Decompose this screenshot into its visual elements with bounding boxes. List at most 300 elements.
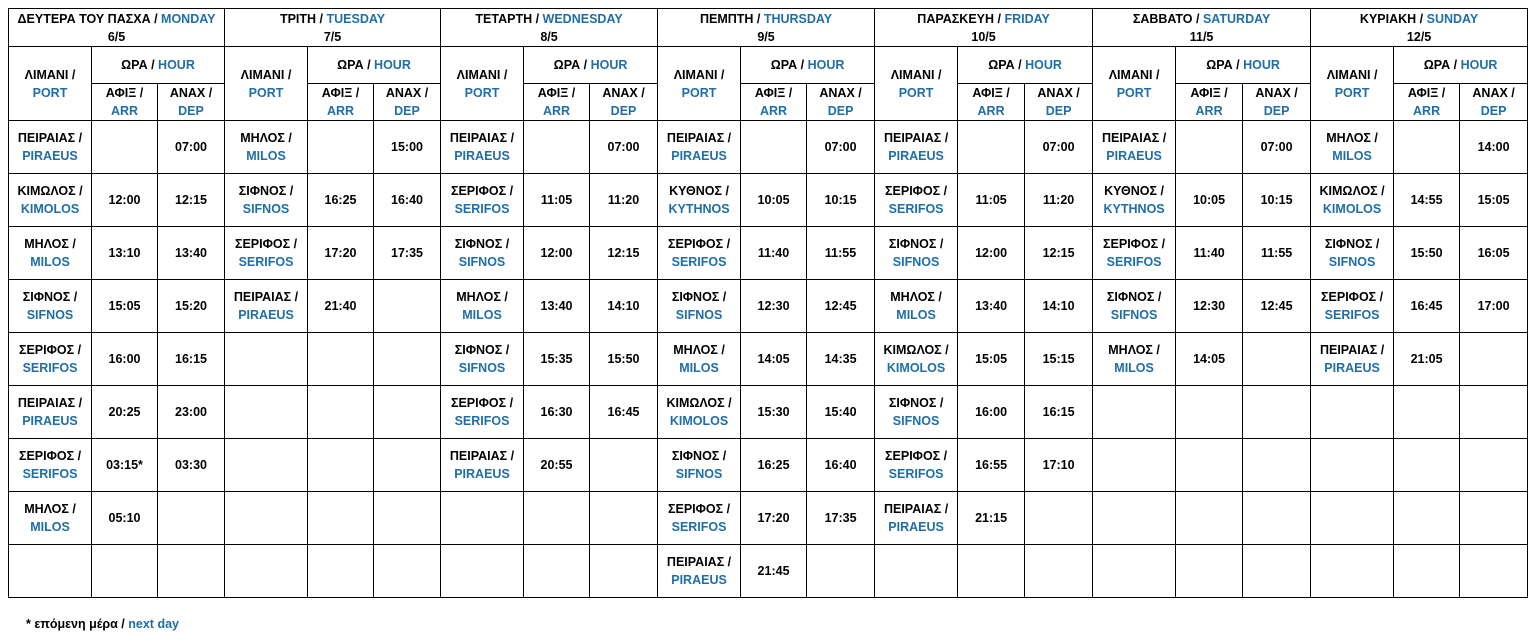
departure-cell xyxy=(1460,227,1528,280)
port-cell xyxy=(441,545,524,598)
departure-cell xyxy=(374,121,441,174)
departure-cell xyxy=(1025,545,1093,598)
departure-cell xyxy=(1243,545,1311,598)
port-name-greek: ΣΙΦΝΟΣ xyxy=(238,184,287,198)
departure-cell xyxy=(807,545,875,598)
arr-header-english: ARR xyxy=(542,104,571,118)
departure-time: 12:15 xyxy=(175,193,207,207)
port-name-english: SIFNOS xyxy=(675,467,723,481)
departure-time: 11:20 xyxy=(1042,193,1075,207)
port-name-greek: ΠΕΙΡΑΙΑΣ xyxy=(666,131,725,145)
arrival-cell xyxy=(524,174,590,227)
port-name-greek: ΣΕΡΙΦΟΣ xyxy=(1103,237,1159,251)
departure-time: 11:55 xyxy=(1260,246,1293,260)
port-name-english: MILOS xyxy=(1332,149,1372,163)
arrival-cell xyxy=(1394,280,1460,333)
table-row xyxy=(9,227,1528,280)
departure-cell xyxy=(158,492,225,545)
hour-header-english: HOUR xyxy=(374,58,411,72)
port-cell xyxy=(1311,386,1394,439)
day-header xyxy=(225,9,441,47)
departure-cell xyxy=(374,280,441,333)
arrival-cell xyxy=(92,545,158,598)
departure-cell xyxy=(807,439,875,492)
arr-header-english: ARR xyxy=(110,104,139,118)
day-name: ΔΕΥΤΕΡΑ ΤΟΥ ΠΑΣΧΑ / MONDAY xyxy=(17,11,216,26)
port-name-english: MILOS xyxy=(246,149,286,163)
port-cell: ΣΙΦΝΟΣ / SIFNOS xyxy=(9,280,92,333)
arrival-time: 21:40 xyxy=(324,299,357,313)
port-cell: ΜΗΛΟΣ / MILOS xyxy=(441,280,524,333)
hour-header-english: HOUR xyxy=(1460,58,1498,72)
dep-header-english: DEP xyxy=(1263,104,1290,118)
port-cell xyxy=(1093,492,1176,545)
port-name-english: KIMOLOS xyxy=(20,202,80,216)
port-name-english: PIRAEUS xyxy=(1324,361,1380,375)
arrival-time: 03:15* xyxy=(106,458,143,472)
arrival-cell xyxy=(308,121,374,174)
departure-cell xyxy=(374,227,441,280)
arrival-cell xyxy=(1394,545,1460,598)
arr-header xyxy=(524,84,590,121)
departure-time: 16:45 xyxy=(607,405,640,419)
port-name-english: SIFNOS xyxy=(675,308,723,322)
port-header-greek: ΛΙΜΑΝΙ / xyxy=(240,67,292,82)
port-name-english: SIFNOS xyxy=(892,255,940,269)
arrival-time: 11:05 xyxy=(540,193,573,207)
port-cell: ΣΕΡΙΦΟΣ / SERIFOS xyxy=(225,227,308,280)
port-name-greek: ΣΕΡΙΦΟΣ xyxy=(234,237,291,251)
dep-header-greek: ΑΝΑΧ / xyxy=(1037,86,1080,100)
departure-time: 03:30 xyxy=(175,458,207,472)
day-header-row xyxy=(9,9,1528,47)
departure-cell xyxy=(1025,280,1093,333)
arrival-time: 21:45 xyxy=(757,564,790,578)
departure-time: 13:40 xyxy=(175,246,207,260)
departure-cell xyxy=(1460,280,1528,333)
arrival-cell xyxy=(958,227,1025,280)
hour-header-greek: ΩΡΑ / xyxy=(988,58,1022,72)
dep-header xyxy=(158,84,225,121)
port-cell: ΣΕΡΙΦΟΣ / SERIFOS xyxy=(875,439,958,492)
departure-cell xyxy=(158,333,225,386)
departure-cell xyxy=(1025,386,1093,439)
port-cell xyxy=(225,386,308,439)
arrival-cell xyxy=(741,121,807,174)
port-cell: ΠΕΙΡΑΙΑΣ / PIRAEUS xyxy=(225,280,308,333)
dep-header-english: DEP xyxy=(1480,104,1507,118)
arrival-time: 13:40 xyxy=(540,299,573,313)
port-cell: ΣΕΡΙΦΟΣ / SERIFOS xyxy=(441,174,524,227)
hour-header-greek: ΩΡΑ / xyxy=(770,58,805,72)
departure-cell xyxy=(807,227,875,280)
day-name: ΤΡΙΤΗ / TUESDAY xyxy=(279,11,386,26)
arrival-time: 15:30 xyxy=(757,405,790,419)
departure-time: 07:00 xyxy=(175,140,207,154)
port-header-greek: ΛΙΜΑΝΙ / xyxy=(1108,67,1160,82)
arr-header-greek: ΑΦΙΞ / xyxy=(754,86,793,100)
day-name: ΤΕΤΑΡΤΗ / WEDNESDAY xyxy=(475,11,623,26)
footnote-english: next day xyxy=(128,617,179,631)
arrival-cell xyxy=(1176,174,1243,227)
port-header xyxy=(441,47,524,121)
hour-header-greek: ΩΡΑ / xyxy=(1206,58,1240,72)
departure-cell xyxy=(158,439,225,492)
arrival-cell xyxy=(1394,386,1460,439)
port-cell: ΜΗΛΟΣ / MILOS xyxy=(225,121,308,174)
arrival-cell xyxy=(1176,545,1243,598)
day-name-greek: ΠΕΜΠΤΗ xyxy=(699,11,754,26)
port-name-english: SIFNOS xyxy=(1110,308,1158,322)
arrival-time: 21:15 xyxy=(975,511,1008,525)
port-cell xyxy=(875,545,958,598)
hour-header-english: HOUR xyxy=(1025,58,1062,72)
port-name-greek: ΣΙΦΝΟΣ xyxy=(888,396,937,410)
hour-header-english: HOUR xyxy=(807,58,845,72)
port-name-english: SIFNOS xyxy=(458,361,506,375)
dep-header xyxy=(1243,84,1311,121)
arrival-cell xyxy=(741,227,807,280)
port-name-greek: ΣΕΡΙΦΟΣ xyxy=(18,449,75,463)
departure-time: 12:45 xyxy=(824,299,857,313)
arrival-time: 11:40 xyxy=(1193,246,1225,260)
port-name-english: MILOS xyxy=(462,308,502,322)
arrival-cell xyxy=(308,492,374,545)
departure-time: 14:10 xyxy=(607,299,640,313)
arr-header-greek: ΑΦΙΞ / xyxy=(1190,86,1228,100)
arrival-cell xyxy=(92,174,158,227)
arrival-cell xyxy=(958,280,1025,333)
port-cell: ΣΙΦΝΟΣ / SIFNOS xyxy=(441,333,524,386)
port-name-greek: ΠΕΙΡΑΙΑΣ xyxy=(17,396,76,410)
dep-header xyxy=(1460,84,1528,121)
port-name-greek: ΣΕΡΙΦΟΣ xyxy=(18,343,75,357)
arrival-cell xyxy=(524,280,590,333)
departure-time: 07:00 xyxy=(824,140,857,154)
hour-header xyxy=(958,47,1093,84)
arrival-time: 12:30 xyxy=(757,299,790,313)
day-date: 11/5 xyxy=(1189,29,1214,44)
port-cell xyxy=(1311,545,1394,598)
departure-time: 11:20 xyxy=(607,193,640,207)
port-cell: ΣΕΡΙΦΟΣ / SERIFOS xyxy=(1311,280,1394,333)
arr-header-greek: ΑΦΙΞ / xyxy=(105,86,144,100)
arrival-cell xyxy=(741,174,807,227)
day-name-english: TUESDAY xyxy=(326,11,386,26)
port-cell: ΚΙΜΩΛΟΣ / KIMOLOS xyxy=(9,174,92,227)
port-name-english: PIRAEUS xyxy=(22,149,78,163)
departure-cell xyxy=(807,386,875,439)
port-name-english: KIMOLOS xyxy=(1322,202,1382,216)
port-name-greek: ΣΙΦΝΟΣ xyxy=(671,290,720,304)
port-header-english: PORT xyxy=(464,85,500,100)
arrival-cell xyxy=(1176,121,1243,174)
arr-header-english: ARR xyxy=(1195,104,1223,118)
port-cell: ΜΗΛΟΣ / MILOS xyxy=(1093,333,1176,386)
port-name-greek: ΠΕΙΡΑΙΑΣ xyxy=(233,290,292,304)
departure-cell xyxy=(590,280,658,333)
arr-header xyxy=(1394,84,1460,121)
arrival-cell xyxy=(308,227,374,280)
departure-cell xyxy=(1460,174,1528,227)
arrival-cell xyxy=(92,386,158,439)
arr-header xyxy=(741,84,807,121)
port-name-english: SERIFOS xyxy=(238,255,294,269)
departure-cell xyxy=(1025,439,1093,492)
port-name-english: SIFNOS xyxy=(26,308,74,322)
port-name-greek: ΜΗΛΟΣ xyxy=(456,290,501,304)
arrival-cell xyxy=(1176,439,1243,492)
arrival-cell xyxy=(958,492,1025,545)
arrival-time: 20:25 xyxy=(108,405,141,419)
departure-time: 15:40 xyxy=(824,405,857,419)
arrival-time: 16:45 xyxy=(1410,299,1443,313)
arrival-cell xyxy=(958,121,1025,174)
arrival-cell xyxy=(1394,333,1460,386)
arrival-cell xyxy=(524,492,590,545)
port-header xyxy=(1093,47,1176,121)
day-header xyxy=(1093,9,1311,47)
day-name-greek: ΔΕΥΤΕΡΑ ΤΟΥ ΠΑΣΧΑ xyxy=(17,11,151,26)
arrival-cell xyxy=(1394,227,1460,280)
arrival-cell xyxy=(741,280,807,333)
port-cell xyxy=(1093,545,1176,598)
dep-header-greek: ΑΝΑΧ / xyxy=(819,86,862,100)
port-cell: ΣΕΡΙΦΟΣ / SERIFOS xyxy=(658,492,741,545)
departure-cell xyxy=(807,333,875,386)
arrival-cell xyxy=(958,174,1025,227)
departure-cell xyxy=(158,280,225,333)
port-cell xyxy=(1093,439,1176,492)
port-cell xyxy=(9,545,92,598)
port-name-greek: ΣΕΡΙΦΟΣ xyxy=(668,502,724,516)
arr-header-greek: ΑΦΙΞ / xyxy=(972,86,1010,100)
departure-time: 14:00 xyxy=(1477,140,1510,154)
dep-header-greek: ΑΝΑΧ / xyxy=(602,86,645,100)
arrival-time: 13:10 xyxy=(108,246,141,260)
arrival-time: 16:25 xyxy=(757,458,790,472)
departure-cell xyxy=(374,386,441,439)
port-cell: ΜΗΛΟΣ / MILOS xyxy=(9,227,92,280)
port-cell: ΣΙΦΝΟΣ / SIFNOS xyxy=(225,174,308,227)
port-name-english: PIRAEUS xyxy=(1106,149,1162,163)
port-cell: ΠΕΙΡΑΙΑΣ / PIRAEUS xyxy=(875,121,958,174)
departure-cell xyxy=(374,174,441,227)
port-name-english: SERIFOS xyxy=(22,361,78,375)
departure-cell xyxy=(1460,545,1528,598)
arr-header-greek: ΑΦΙΞ / xyxy=(1407,86,1446,100)
arrival-time: 15:50 xyxy=(1410,246,1443,260)
departure-cell xyxy=(1243,439,1311,492)
port-cell: ΜΗΛΟΣ / MILOS xyxy=(1311,121,1394,174)
port-name-greek: ΣΕΡΙΦΟΣ xyxy=(668,237,724,251)
port-name-greek: ΠΕΙΡΑΙΑΣ xyxy=(449,131,508,145)
port-cell xyxy=(1311,439,1394,492)
port-cell: ΣΙΦΝΟΣ / SIFNOS xyxy=(658,439,741,492)
arrival-cell xyxy=(524,333,590,386)
arrival-cell xyxy=(958,386,1025,439)
port-cell: ΠΕΙΡΑΙΑΣ / PIRAEUS xyxy=(1311,333,1394,386)
port-cell: ΣΕΡΙΦΟΣ / SERIFOS xyxy=(658,227,741,280)
port-name-greek: ΜΗΛΟΣ xyxy=(24,502,69,516)
departure-time: 14:10 xyxy=(1042,299,1075,313)
port-name-english: MILOS xyxy=(1114,361,1154,375)
table-row xyxy=(9,174,1528,227)
arrival-time: 14:05 xyxy=(757,352,790,366)
arrival-time: 05:10 xyxy=(108,511,141,525)
port-name-english: SERIFOS xyxy=(1324,308,1380,322)
arr-header xyxy=(958,84,1025,121)
port-name-english: SERIFOS xyxy=(671,255,727,269)
day-date: 7/5 xyxy=(323,29,342,44)
port-name-english: KIMOLOS xyxy=(669,414,729,428)
port-name-greek: ΜΗΛΟΣ xyxy=(24,237,69,251)
arrival-cell xyxy=(1394,174,1460,227)
arrival-cell xyxy=(1394,492,1460,545)
port-name-greek: ΜΗΛΟΣ xyxy=(673,343,718,357)
departure-time: 12:45 xyxy=(1260,299,1293,313)
port-header xyxy=(658,47,741,121)
departure-cell xyxy=(590,227,658,280)
departure-cell xyxy=(374,333,441,386)
departure-cell xyxy=(374,492,441,545)
port-name-english: SERIFOS xyxy=(454,414,510,428)
port-name-english: SIFNOS xyxy=(892,414,940,428)
arrival-cell xyxy=(1394,121,1460,174)
port-cell: ΠΕΙΡΑΙΑΣ / PIRAEUS xyxy=(9,121,92,174)
port-name-english: SERIFOS xyxy=(888,467,944,481)
dep-header xyxy=(1025,84,1093,121)
port-cell: ΣΕΡΙΦΟΣ / SERIFOS xyxy=(9,439,92,492)
day-name-english: THURSDAY xyxy=(763,11,833,26)
arrival-cell xyxy=(92,333,158,386)
port-cell xyxy=(225,333,308,386)
departure-time: 16:15 xyxy=(1042,405,1075,419)
port-name-greek: ΣΙΦΝΟΣ xyxy=(454,343,503,357)
port-name-greek: ΣΕΡΙΦΟΣ xyxy=(1321,290,1377,304)
departure-time: 16:05 xyxy=(1477,246,1510,260)
arr-header xyxy=(308,84,374,121)
departure-time: 16:40 xyxy=(391,193,423,207)
hour-header-greek: ΩΡΑ / xyxy=(553,58,588,72)
port-name-english: PIRAEUS xyxy=(671,149,727,163)
port-header-greek: ΛΙΜΑΝΙ / xyxy=(1326,67,1378,82)
port-header xyxy=(875,47,958,121)
port-name-english: SERIFOS xyxy=(22,467,78,481)
port-name-greek: ΠΕΙΡΑΙΑΣ xyxy=(17,131,76,145)
arrival-cell xyxy=(92,439,158,492)
arrival-cell xyxy=(741,439,807,492)
port-name-english: SIFNOS xyxy=(242,202,290,216)
departure-time: 11:55 xyxy=(824,246,857,260)
day-name-english: MONDAY xyxy=(161,11,216,26)
port-cell: ΣΙΦΝΟΣ / SIFNOS xyxy=(875,386,958,439)
arrival-time: 13:40 xyxy=(975,299,1008,313)
port-name-english: PIRAEUS xyxy=(671,573,727,587)
departure-cell xyxy=(1243,492,1311,545)
port-name-greek: ΣΙΦΝΟΣ xyxy=(1106,290,1155,304)
port-cell: ΚΥΘΝΟΣ / KYTHNOS xyxy=(1093,174,1176,227)
day-name-greek: ΤΡΙΤΗ xyxy=(279,11,317,26)
day-date: 12/5 xyxy=(1406,29,1432,44)
arrival-cell xyxy=(958,545,1025,598)
table-row xyxy=(9,280,1528,333)
arrival-time: 10:05 xyxy=(757,193,790,207)
port-cell: ΜΗΛΟΣ / MILOS xyxy=(658,333,741,386)
departure-time: 17:35 xyxy=(391,246,423,260)
arrival-cell xyxy=(308,333,374,386)
departure-cell xyxy=(1243,121,1311,174)
port-cell: ΣΙΦΝΟΣ / SIFNOS xyxy=(441,227,524,280)
dep-header-greek: ΑΝΑΧ / xyxy=(1255,86,1298,100)
port-name-english: SIFNOS xyxy=(1328,255,1376,269)
departure-cell xyxy=(158,386,225,439)
footnote-greek: * επόμενη μέρα / xyxy=(26,617,125,631)
arrival-time: 14:55 xyxy=(1410,193,1443,207)
dep-header-greek: ΑΝΑΧ / xyxy=(1472,86,1515,100)
port-cell: ΣΕΡΙΦΟΣ / SERIFOS xyxy=(875,174,958,227)
port-header-english: PORT xyxy=(681,85,717,100)
port-cell xyxy=(225,492,308,545)
dep-header-greek: ΑΝΑΧ / xyxy=(169,86,213,100)
arrival-cell xyxy=(1176,492,1243,545)
port-cell: ΣΙΦΝΟΣ / SIFNOS xyxy=(658,280,741,333)
footnote xyxy=(26,617,179,631)
arrival-cell xyxy=(92,280,158,333)
day-name: ΚΥΡΙΑΚΗ / SUNDAY xyxy=(1359,11,1479,26)
departure-cell xyxy=(1025,174,1093,227)
departure-cell xyxy=(807,174,875,227)
arrival-cell xyxy=(1394,439,1460,492)
arrival-time: 17:20 xyxy=(324,246,357,260)
day-header xyxy=(875,9,1093,47)
departure-cell xyxy=(590,121,658,174)
port-cell: ΣΙΦΝΟΣ / SIFNOS xyxy=(1093,280,1176,333)
port-name-greek: ΜΗΛΟΣ xyxy=(890,290,935,304)
port-name-english: PIRAEUS xyxy=(454,467,510,481)
arrival-time: 15:35 xyxy=(540,352,573,366)
departure-time: 15:20 xyxy=(175,299,207,313)
arr-header-greek: ΑΦΙΞ / xyxy=(537,86,576,100)
port-name-greek: ΚΙΜΩΛΟΣ xyxy=(666,396,725,410)
port-name-greek: ΜΗΛΟΣ xyxy=(240,131,285,145)
port-header xyxy=(9,47,92,121)
arrival-time: 16:00 xyxy=(975,405,1008,419)
arrival-time: 10:05 xyxy=(1193,193,1226,207)
arrival-cell xyxy=(92,227,158,280)
day-name-english: FRIDAY xyxy=(1004,11,1050,26)
departure-cell xyxy=(807,492,875,545)
port-cell: ΠΕΙΡΑΙΑΣ / PIRAEUS xyxy=(441,439,524,492)
port-cell: ΣΕΡΙΦΟΣ / SERIFOS xyxy=(1093,227,1176,280)
departure-cell xyxy=(590,333,658,386)
departure-cell xyxy=(590,545,658,598)
departure-time: 16:15 xyxy=(175,352,207,366)
port-name-greek: ΠΕΙΡΑΙΑΣ xyxy=(1319,343,1378,357)
arrival-time: 12:00 xyxy=(975,246,1008,260)
arr-header-greek: ΑΦΙΞ / xyxy=(321,86,360,100)
port-name-greek: ΠΕΙΡΑΙΑΣ xyxy=(449,449,508,463)
departure-cell xyxy=(158,174,225,227)
arr-header-english: ARR xyxy=(977,104,1005,118)
arrival-time: 15:05 xyxy=(975,352,1008,366)
departure-cell xyxy=(374,439,441,492)
arrival-cell xyxy=(524,121,590,174)
departure-cell xyxy=(590,386,658,439)
port-name-english: PIRAEUS xyxy=(888,149,944,163)
arr-header-english: ARR xyxy=(760,104,788,118)
port-cell xyxy=(225,545,308,598)
